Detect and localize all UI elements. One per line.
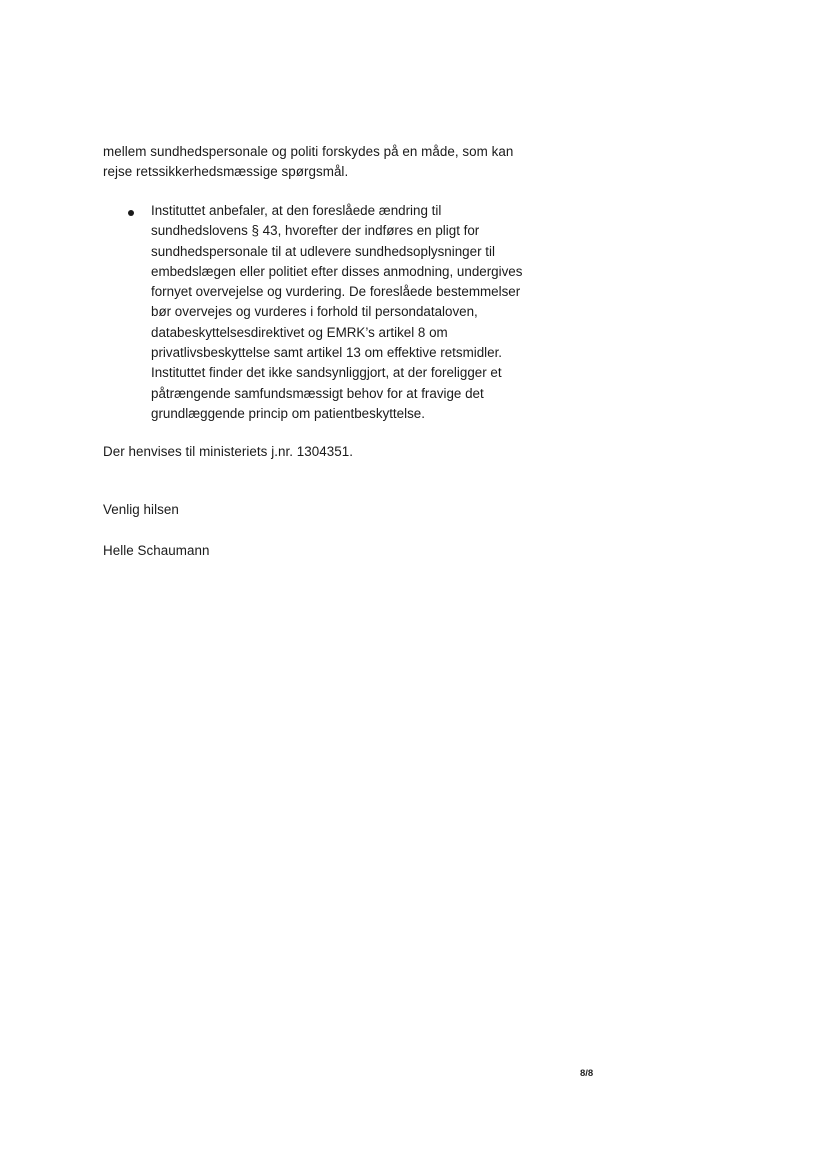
bullet-line: påtrængende samfundsmæssigt behov for at fravige det: [151, 385, 484, 401]
bullet-line: Instituttet finder det ikke sandsynliggjort, at der foreligger et: [151, 365, 502, 381]
bullet-line: fornyet overvejelse og vurdering. De foreslåede bestemmelser: [151, 284, 521, 300]
bullet-line: grundlæggende princip om patientbeskyttelse.: [151, 405, 425, 421]
paragraph-line: mellem sundhedspersonale og politi forskydes på en måde, som kan: [103, 144, 514, 159]
paragraph-line: rejse retssikkerhedsmæssige spørgsmål.: [103, 164, 349, 179]
bullet-line: databeskyttelsesdirektivet og EMRK’s artikel 8 om: [151, 324, 448, 340]
bullet-line: Instituttet anbefaler, at den foreslåede ændring til: [151, 203, 442, 218]
bullet-paragraph: [151, 201, 591, 424]
bullet-line: sundhedspersonale til at udlevere sundhedsoplysninger til: [151, 243, 495, 259]
bullet-line: sundhedslovens § 43, hvorefter der indføres en pligt for: [151, 223, 480, 239]
page-number: 8/8: [580, 1068, 594, 1079]
bullet-line: privatlivsbeskyttelse samt artikel 13 om effektive retsmidler.: [151, 345, 503, 361]
bullet-icon: [128, 210, 134, 216]
bullet-line: embedslægen eller politiet efter disses anmodning, undergives: [151, 263, 523, 279]
reference-line: Der henvises til ministeriets j.nr. 1304351.: [103, 444, 354, 459]
bullet-line: bør overvejes og vurderes i forhold til persondataloven,: [151, 304, 478, 320]
closing-greeting: Venlig hilsen: [103, 502, 179, 517]
signature-name: Helle Schaumann: [103, 543, 210, 558]
